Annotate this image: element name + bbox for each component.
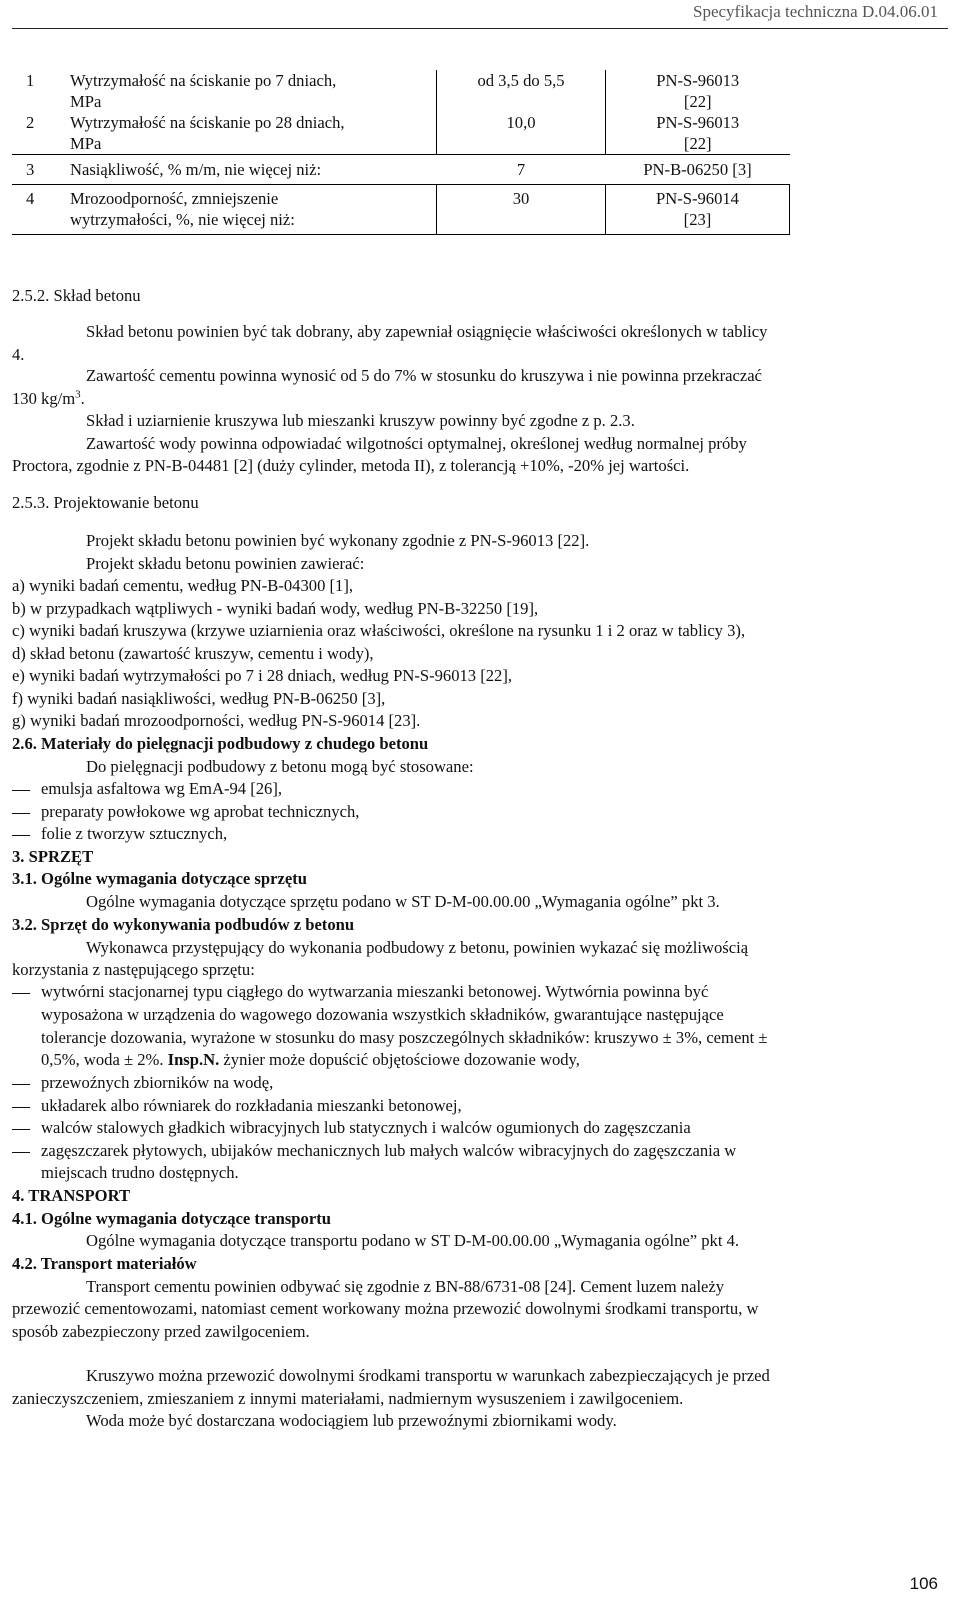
row-number: 3: [12, 155, 66, 185]
paragraph-line: przewozić cementowozami, natomiast cement workowany można przewozić dowolnymi środkami transportu, w: [12, 1299, 759, 1318]
list-item: preparaty powłokowe wg aprobat technicznych,: [41, 802, 360, 821]
list-item: folie z tworzyw sztucznych,: [41, 824, 228, 843]
paragraph-line: Transport cementu powinien odbywać się zgodnie z BN-88/6731-08 [24]. Cement luzem należy: [86, 1277, 725, 1296]
row-property: Wytrzymałość na ściskanie po 28 dniach, MPa: [66, 112, 437, 155]
row-norm: PN-S-96014 [23]: [606, 185, 790, 235]
row-number: 4: [12, 185, 66, 235]
list-item: e) wyniki badań wytrzymałości po 7 i 28 dniach, według PN-S-96013 [22],: [12, 666, 513, 685]
list-item: f) wyniki badań nasiąkliwości, według PN-B-06250 [3],: [12, 689, 386, 708]
list-item: przewoźnych zbiorników na wodę,: [41, 1073, 274, 1092]
superscript: 3: [75, 388, 81, 401]
paragraph-line: sposób zabezpieczony przed zawilgoceniem.: [12, 1322, 310, 1341]
list-item: g) wyniki badań mrozoodporności, według PN-S-96014 [23].: [12, 711, 421, 730]
section-heading: 4.1. Ogólne wymagania dotyczące transportu: [12, 1209, 331, 1228]
paragraph-line: Projekt składu betonu powinien być wykonany zgodnie z PN-S-96013 [22].: [86, 531, 590, 550]
list-item: emulsja asfaltowa wg EmA-94 [26],: [41, 779, 283, 798]
paragraph-line: Kruszywo można przewozić dowolnymi środkami transportu w warunkach zabezpieczających je przed: [86, 1366, 770, 1385]
row-norm: PN-S-96013 [22]: [606, 112, 790, 155]
list-item-continuation: miejscach trudno dostępnych.: [41, 1163, 239, 1182]
list-item: c) wyniki badań kruszywa (krzywe uziarnienia oraz właściwości, określone na rysunku 1 i 2 oraz w tablicy 3),: [12, 621, 746, 640]
dash-bullet: [12, 790, 30, 791]
row-value: 7: [437, 155, 606, 185]
table-row: [12, 155, 790, 185]
paragraph-line: Ogólne wymagania dotyczące sprzętu podano w ST D-M-00.00.00 „Wymagania ogólne” pkt 3.: [86, 892, 720, 911]
list-item-continuation: wyposażona w urządzenia do wagowego dozowania wszystkich składników, gwarantujące następujące: [41, 1005, 724, 1024]
dash-bullet: [12, 835, 30, 836]
paragraph-line: Wykonawca przystępujący do wykonania podbudowy z betonu, powinien wykazać się możliwością: [86, 938, 749, 957]
table-row: [12, 112, 790, 155]
header-rule: [12, 28, 948, 29]
list-item: wytwórni stacjonarnej typu ciągłego do wytwarzania mieszanki betonowej. Wytwórnia powinna być: [41, 982, 709, 1001]
paragraph-line: Skład i uziarnienie kruszywa lub mieszanki kruszyw powinny być zgodne z p. 2.3.: [86, 411, 635, 430]
row-property: Mrozoodporność, zmniejszenie wytrzymałości, %, nie więcej niż:: [66, 185, 437, 235]
list-item: układarek albo równiarek do rozkładania mieszanki betonowej,: [41, 1096, 462, 1115]
row-number: 2: [12, 112, 66, 155]
row-norm: PN-B-06250 [3]: [606, 155, 790, 185]
row-value: od 3,5 do 5,5: [437, 70, 606, 112]
paragraph-line: Skład betonu powinien być tak dobrany, aby zapewniał osiągnięcie właściwości określonych w tablicy: [86, 322, 768, 341]
list-item-continuation: tolerancje dozowania, wyrażone w stosunku do masy poszczególnych składników: kruszywo ± 3%, cement ±: [41, 1028, 768, 1047]
paragraph-line: Woda może być dostarczana wodociągiem lub przewoźnymi zbiornikami wody.: [86, 1411, 617, 1430]
page-number: 106: [909, 1574, 938, 1593]
list-item-continuation: 0,5%, woda ± 2%. Insp.N. żynier może dopuścić objętościowe dozowanie wody,: [41, 1050, 580, 1069]
list-item: zagęszczarek płytowych, ubijaków mechanicznych lub małych walców wibracyjnych do zagęszczania w: [41, 1141, 737, 1160]
dash-bullet: [12, 1152, 30, 1153]
row-property: Nasiąkliwość, % m/m, nie więcej niż:: [66, 155, 437, 185]
section-heading: 3. SPRZĘT: [12, 847, 94, 866]
dash-bullet: [12, 993, 30, 994]
dash-bullet: [12, 1084, 30, 1085]
table-row: [12, 185, 790, 235]
section-heading: 4.2. Transport materiałów: [12, 1254, 197, 1273]
table-row: [12, 70, 790, 112]
paragraph-line: Proctora, zgodnie z PN-B-04481 [2] (duży cylinder, metoda II), z tolerancją +10%, -20% jej wartości.: [12, 456, 690, 475]
list-item: a) wyniki badań cementu, według PN-B-04300 [1],: [12, 576, 354, 595]
row-property: Wytrzymałość na ściskanie po 7 dniach, MPa: [70, 71, 337, 111]
list-item: walców stalowych gładkich wibracyjnych lub statycznych i walców ogumionych do zagęszczania: [41, 1118, 691, 1137]
paragraph-line: zanieczyszczeniem, zmieszaniem z innymi materiałami, nadmiernym wysuszeniem i zawilgoceniem.: [12, 1389, 684, 1408]
document-header: Specyfikacja techniczna D.04.06.01: [693, 2, 938, 21]
section-heading: 3.1. Ogólne wymagania dotyczące sprzętu: [12, 869, 307, 888]
section-heading: 3.2. Sprzęt do wykonywania podbudów z betonu: [12, 915, 355, 934]
spec-table: [12, 70, 790, 235]
dash-bullet: [12, 1107, 30, 1108]
paragraph-line: 130 $kg/m^3$.: [12, 388, 85, 408]
row-number: 1: [26, 71, 35, 90]
section-heading: 2.5.3. Projektowanie betonu: [12, 493, 199, 512]
paragraph-line: 4.: [12, 345, 25, 364]
row-value: 10,0: [437, 112, 606, 155]
paragraph-line: korzystania z następującego sprzętu:: [12, 960, 255, 979]
paragraph-line: Do pielęgnacji podbudowy z betonu mogą być stosowane:: [86, 757, 474, 776]
paragraph-line: Projekt składu betonu powinien zawierać:: [86, 554, 365, 573]
section-heading: 2.5.2. Skład betonu: [12, 286, 141, 305]
row-norm: PN-S-96013 [22]: [606, 70, 790, 112]
list-item: b) w przypadkach wątpliwych - wyniki badań wody, według PN-B-32250 [19],: [12, 599, 539, 618]
row-value: 30: [437, 185, 606, 235]
dash-bullet: [12, 813, 30, 814]
list-item: d) skład betonu (zawartość kruszyw, cementu i wody),: [12, 644, 374, 663]
paragraph-line: Ogólne wymagania dotyczące transportu podano w ST D-M-00.00.00 „Wymagania ogólne” pkt 4.: [86, 1231, 740, 1250]
section-heading: 2.6. Materiały do pielęgnacji podbudowy z chudego betonu: [12, 734, 429, 753]
dash-bullet: [12, 1129, 30, 1130]
paragraph-line: Zawartość wody powinna odpowiadać wilgotności optymalnej, określonej według normalnej próby: [86, 434, 747, 453]
section-heading: 4. TRANSPORT: [12, 1186, 131, 1205]
paragraph-line: Zawartość cementu powinna wynosić od 5 do 7% w stosunku do kruszywa i nie powinna przekraczać: [86, 366, 763, 385]
